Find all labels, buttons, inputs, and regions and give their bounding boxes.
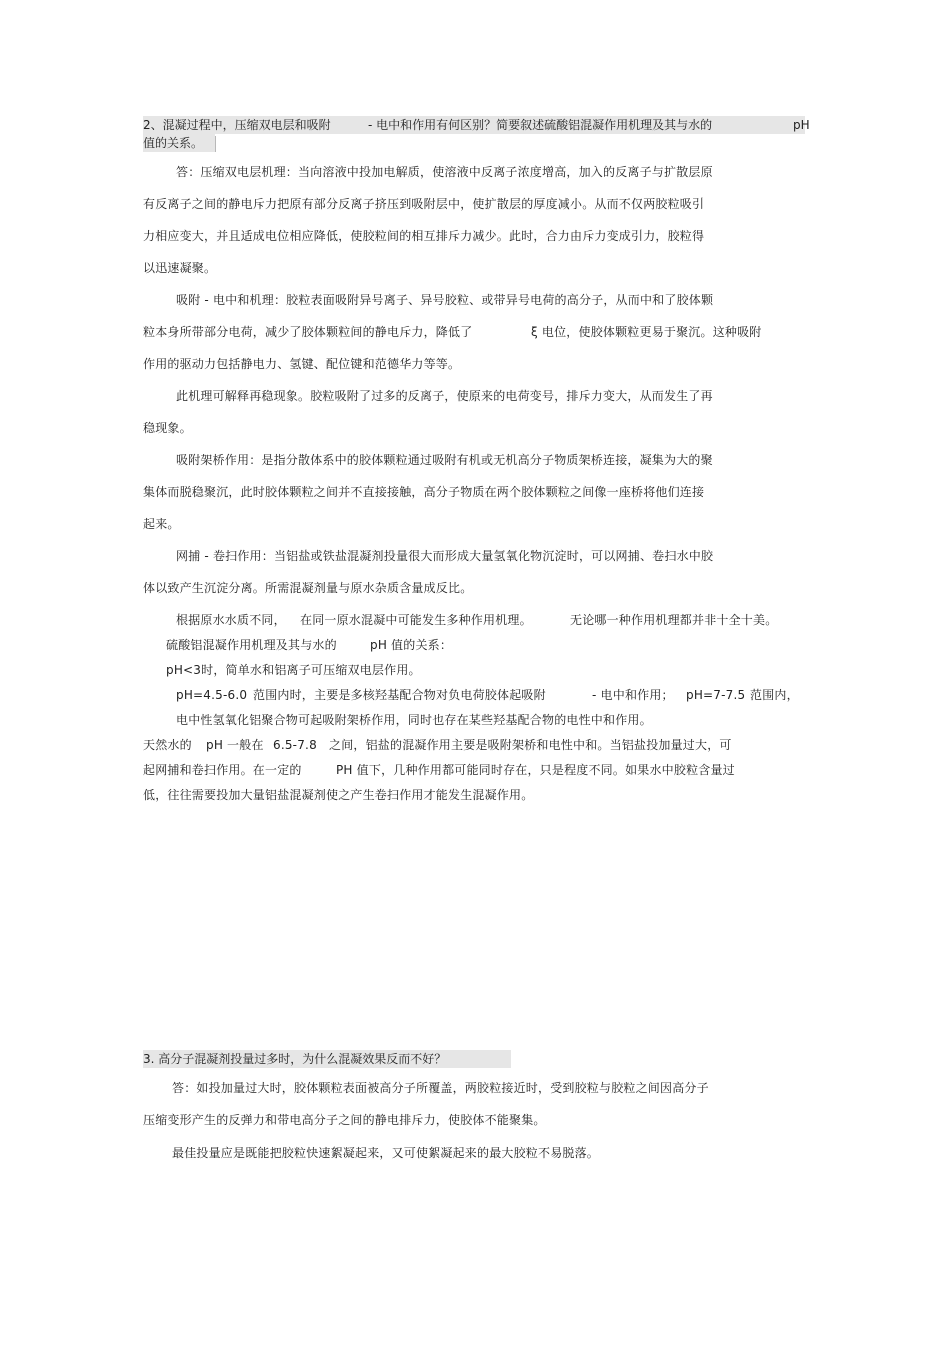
answer-p9-e: 范围内， [750,688,799,702]
answer-p10: 电中性氢氧化铝聚合物可起吸附架桥作用，同时也存在某些羟基配合物的电性中和作用。 [176,713,652,727]
answer-p3-line1: 此机理可解释再稳现象。胶粒吸附了过多的反离子，使原来的电荷变号，排斥力变大，从而发生了再 [176,389,713,403]
answer-p11-d: 之间，铝盐的混凝作用主要是吸附架桥和电性中和。当铝盐投加量过大，可 [329,738,732,752]
answer-p6-a: 根据原水水质不同， [176,613,286,627]
answer-p2-line2-b: ξ 电位，使胶体颗粒更易于聚沉。这种吸附 [531,325,762,339]
answer-p6-b: 在同一原水混凝中可能发生多种作用机理。 [300,613,532,627]
answer-p1-line3: 力相应变大，并且适成电位相应降低，使胶粒间的相互排斥力减少。此时，合力由斥力变成引力，胶粒得 [143,229,705,243]
answer-p1-line1: 答：压缩双电层机理：当向溶液中投加电解质，使溶液中反离子浓度增高，加入的反离子与扩散层原 [176,165,713,179]
answer-p11-c: 6.5-7.8 [273,738,317,752]
answer-p4-line3: 起来。 [143,517,180,531]
question-2-line1-a: 2、混凝过程中，压缩双电层和吸附 [143,118,331,132]
answer-p2-line3: 作用的驱动力包括静电力、氢键、配位键和范德华力等等。 [143,357,461,371]
answer-p6-c: 无论哪一种作用机理都并非十全十美。 [570,613,778,627]
answer-p9-d: pH=7-7.5 [686,688,746,702]
answer-p9-a: pH=4.5-6.0 [176,688,248,702]
answer-p4-line2: 集体而脱稳聚沉，此时胶体颗粒之间并不直接接触，高分子物质在两个胶体颗粒之间像一座桥将他们连接 [143,485,705,499]
answer-p12-a: 起网捕和卷扫作用。在一定的 [143,763,302,777]
answer-p3-line2: 稳现象。 [143,421,192,435]
answer-p9-c: - 电中和作用； [592,688,674,702]
answer-p5-line2: 体以致产生沉淀分离。所需混凝剂量与原水杂质含量成反比。 [143,581,473,595]
answer3-p2-line1: 最佳投量应是既能把胶粒快速絮凝起来，又可使絮凝起来的最大胶粒不易脱落。 [172,1146,600,1160]
answer-p13: 低，往往需要投加大量铝盐混凝剂使之产生卷扫作用才能发生混凝作用。 [143,788,534,802]
question-2-line1-b: - 电中和作用有何区别？简要叙述硫酸铝混凝作用机理及其与水的 [368,118,713,132]
answer-p1-line4: 以迅速凝聚。 [143,261,217,275]
answer-p5-line1: 网捕 - 卷扫作用：当铝盐或铁盐混凝剂投量很大而形成大量氢氧化物沉淀时，可以网捕、卷扫水中胶 [176,549,714,563]
answer-p1-line2: 有反离子之间的静电斥力把原有部分反离子挤压到吸附层中，使扩散层的厚度减小。从而不仅两胶粒吸引 [143,197,705,211]
answer-p4-line1: 吸附架桥作用：是指分散体系中的胶体颗粒通过吸附有机或无机高分子物质架桥连接，凝集为大的聚 [176,453,713,467]
answer-p9-b: 范围内时，主要是多核羟基配合物对负电荷胶体起吸附 [253,688,546,702]
question-3-line1: 3. 高分子混凝剂投量过多时，为什么混凝效果反而不好？ [143,1052,447,1066]
answer-p8: pH<3时，简单水和铝离子可压缩双电层作用。 [166,663,421,677]
answer-p7-a: 硫酸铝混凝作用机理及其与水的 [166,638,337,652]
answer-p7-b: pH 值的关系： [370,638,453,652]
answer-p2-line2-a: 粒本身所带部分电荷，减少了胶体颗粒间的静电斥力，降低了 [143,325,473,339]
answer3-p1-line1: 答：如投加量过大时，胶体颗粒表面被高分子所覆盖，两胶粒接近时，受到胶粒与胶粒之间因高分子 [172,1081,709,1095]
answer-p12-b: PH 值下，几种作用都可能同时存在，只是程度不同。如果水中胶粒含量过 [336,763,735,777]
question-2-line1-c: pH [793,118,810,132]
answer-p11-a: 天然水的 [143,738,192,752]
question-2-highlight-edge [215,136,216,152]
answer-p2-line1: 吸附 - 电中和机理：胶粒表面吸附异号离子、异号胶粒、或带异号电荷的高分子，从而中和了胶体颗 [176,293,714,307]
answer-p11-b: pH 一般在 [206,738,264,752]
question-2-line2: 值的关系。 [143,136,204,150]
answer3-p1-line2: 压缩变形产生的反弹力和带电高分子之间的静电排斥力，使胶体不能聚集。 [143,1113,546,1127]
